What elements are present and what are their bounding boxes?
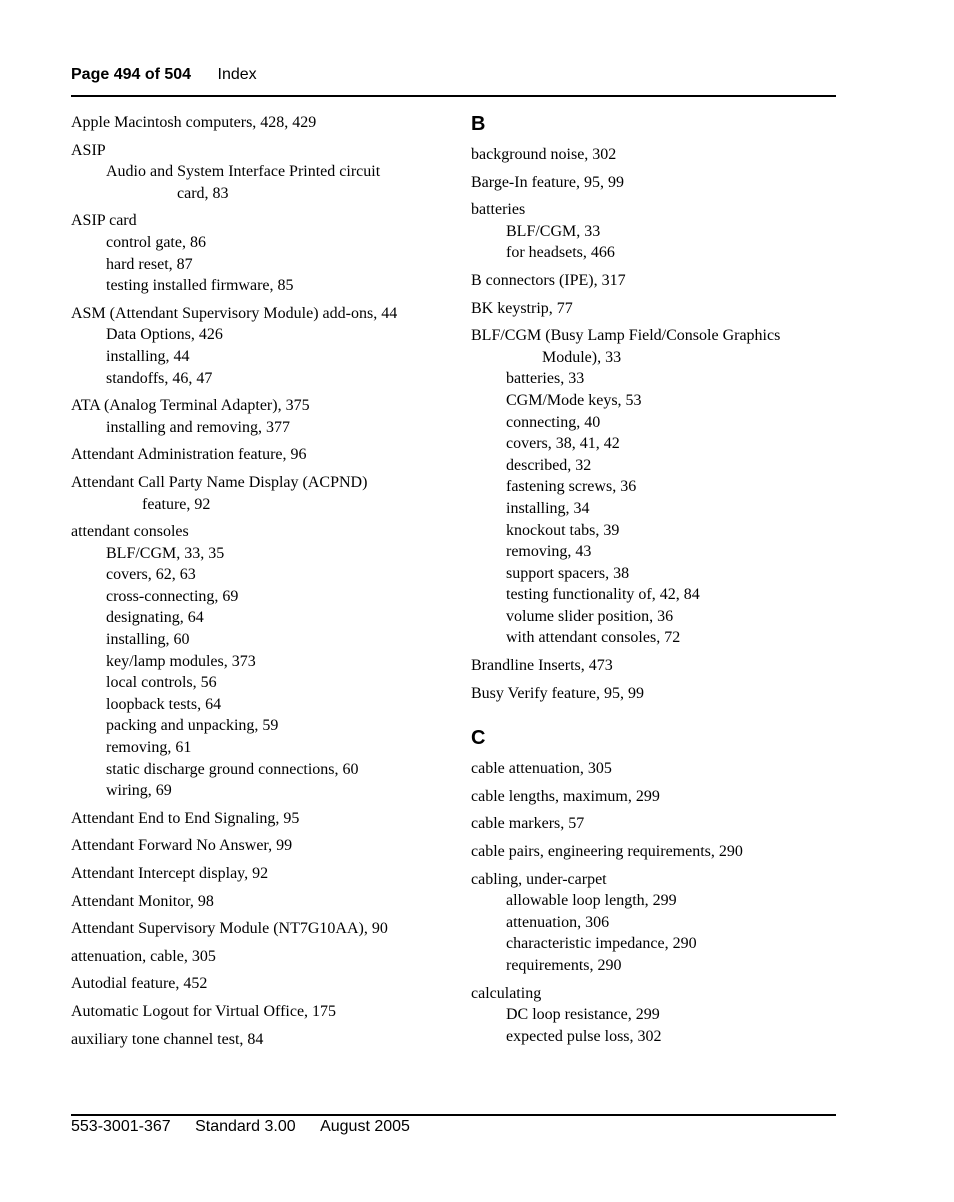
index-column-right: [471, 112, 841, 1053]
index-entry: [71, 863, 446, 885]
index-term: attenuation, cable, 305: [71, 947, 216, 965]
index-term: ASM (Attendant Supervisory Module) add-ons, 44: [71, 304, 398, 322]
index-subterm: hard reset, 87: [106, 255, 193, 273]
index-term: Attendant Supervisory Module (NT7G10AA), 90: [71, 920, 388, 938]
index-subterm: installing, 60: [106, 631, 190, 649]
index-term: attendant consoles: [71, 523, 189, 541]
index-entry: [71, 472, 446, 515]
index-term: auxiliary tone channel test, 84: [71, 1030, 264, 1048]
section-letter-b: B: [471, 113, 486, 135]
index-entry: [471, 683, 841, 705]
index-entry: [471, 841, 841, 863]
index-subterm: volume slider position, 36: [506, 607, 674, 625]
index-subterm: testing functionality of, 42, 84: [506, 586, 700, 604]
standard-version: Standard 3.00: [195, 1118, 296, 1135]
index-subterm: attenuation, 306: [506, 913, 610, 931]
index-entry: [471, 144, 841, 166]
index-subterm: loopback tests, 64: [106, 695, 222, 713]
index-term: Attendant Call Party Name Display (ACPND): [71, 473, 368, 491]
index-subterm: allowable loop length, 299: [506, 892, 677, 910]
index-subterm: expected pulse loss, 302: [506, 1027, 662, 1045]
index-subterm: characteristic impedance, 290: [506, 935, 697, 953]
index-entry: [71, 112, 446, 134]
index-term: cabling, under-carpet: [471, 870, 607, 888]
index-subterm: testing installed firmware, 85: [106, 277, 294, 295]
index-subterm: Audio and System Interface Printed circuit: [106, 163, 381, 181]
index-term: Attendant Intercept display, 92: [71, 865, 269, 882]
index-term: Apple Macintosh computers, 428, 429: [71, 114, 317, 131]
index-subterm: removing, 61: [106, 739, 192, 757]
index-entry: [71, 140, 446, 205]
index-entry: [71, 835, 446, 857]
index-entry: [471, 199, 841, 264]
index-entry: [71, 891, 446, 913]
index-subterm: DC loop resistance, 299: [506, 1006, 660, 1024]
index-entry: [71, 918, 446, 940]
index-subterm: fastening screws, 36: [506, 478, 637, 496]
index-entry: [71, 946, 446, 968]
index-subterm: with attendant consoles, 72: [506, 629, 681, 647]
index-entry: [471, 270, 841, 292]
index-subterm: requirements, 290: [506, 957, 622, 974]
index-subterm: knockout tabs, 39: [506, 521, 620, 539]
index-subterm: installing, 44: [106, 347, 190, 365]
index-subterm: installing and removing, 377: [106, 418, 290, 436]
index-subterm: CGM/Mode keys, 53: [506, 391, 642, 409]
index-entry: [471, 983, 841, 1048]
index-subterm: covers, 38, 41, 42: [506, 435, 620, 453]
index-term: Attendant Administration feature, 96: [71, 446, 307, 464]
index-term: Autodial feature, 452: [71, 975, 208, 993]
index-term: Attendant Forward No Answer, 99: [71, 837, 293, 855]
index-entry: [71, 303, 446, 389]
index-term: Busy Verify feature, 95, 99: [471, 684, 644, 702]
index-entry: [471, 786, 841, 808]
index-term: ASIP card: [71, 212, 137, 230]
index-subterm: packing and unpacking, 59: [106, 717, 279, 735]
index-entry: [471, 325, 841, 649]
index-entry: [71, 1029, 446, 1051]
index-term: background noise, 302: [471, 146, 617, 163]
index-subterm: described, 32: [506, 456, 592, 474]
index-entry: [471, 172, 841, 194]
doc-number: 553-3001-367: [71, 1118, 171, 1135]
index-term: Brandline Inserts, 473: [471, 657, 613, 675]
section-c-entries: [471, 758, 841, 1047]
header-rule: [71, 95, 836, 97]
index-entry: [71, 1001, 446, 1023]
index-term: Attendant End to End Signaling, 95: [71, 809, 300, 827]
index-subterm: BLF/CGM, 33: [506, 222, 601, 240]
index-term: BLF/CGM (Busy Lamp Field/Console Graphics: [471, 327, 781, 345]
index-term: ATA (Analog Terminal Adapter), 375: [71, 397, 310, 415]
index-subterm: for headsets, 466: [506, 244, 615, 262]
index-term: BK keystrip, 77: [471, 299, 573, 317]
index-term: calculating: [471, 984, 542, 1002]
index-entry: [471, 813, 841, 835]
index-subterm-continued: card, 83: [177, 184, 229, 202]
index-entry: [71, 808, 446, 830]
index-subterm: BLF/CGM, 33, 35: [106, 544, 225, 562]
index-subterm: key/lamp modules, 373: [106, 652, 256, 670]
index-subterm: control gate, 86: [106, 233, 206, 251]
section-b-entries: [471, 144, 841, 704]
index-term: B connectors (IPE), 317: [471, 271, 626, 289]
footer-rule: [71, 1114, 836, 1116]
index-entry: [471, 298, 841, 320]
issue-date: August 2005: [320, 1118, 410, 1135]
index-subterm: covers, 62, 63: [106, 566, 196, 584]
index-term: cable lengths, maximum, 299: [471, 787, 660, 805]
index-term-continued: feature, 92: [142, 495, 211, 513]
index-term: cable pairs, engineering requirements, 290: [471, 843, 743, 861]
index-term: Attendant Monitor, 98: [71, 892, 214, 910]
index-subterm: designating, 64: [106, 609, 204, 627]
section-title: Index: [217, 66, 257, 83]
index-subterm: cross-connecting, 69: [106, 587, 239, 605]
index-term: Automatic Logout for Virtual Office, 175: [71, 1002, 337, 1020]
index-entry: [71, 395, 446, 438]
index-entry: [471, 655, 841, 677]
index-subterm: support spacers, 38: [506, 564, 630, 582]
index-term-continued: Module), 33: [542, 348, 622, 366]
index-subterm: installing, 34: [506, 499, 590, 517]
index-entry: [471, 758, 841, 780]
index-subterm: local controls, 56: [106, 674, 217, 692]
index-entry: [471, 869, 841, 977]
index-subterm: batteries, 33: [506, 370, 585, 388]
index-term: cable markers, 57: [471, 815, 585, 833]
index-subterm: connecting, 40: [506, 413, 601, 431]
page-footer: [71, 1118, 410, 1136]
index-subterm: standoffs, 46, 47: [106, 369, 213, 387]
index-entry: [71, 444, 446, 466]
section-letter-c: C: [471, 727, 486, 750]
index-entry: [71, 973, 446, 995]
index-subterm: removing, 43: [506, 543, 592, 561]
index-subterm: Data Options, 426: [106, 326, 223, 344]
index-subterm: wiring, 69: [106, 782, 172, 800]
page-number: Page 494 of 504: [71, 66, 192, 83]
index-subterm: static discharge ground connections, 60: [106, 760, 359, 778]
index-column-left: [71, 112, 446, 1056]
index-entry: [71, 521, 446, 802]
index-entry: [71, 210, 446, 296]
index-term: ASIP: [71, 141, 106, 159]
page-header: [71, 66, 257, 84]
index-term: batteries: [471, 201, 526, 219]
index-term: Barge-In feature, 95, 99: [471, 173, 624, 191]
index-term: cable attenuation, 305: [471, 760, 612, 778]
